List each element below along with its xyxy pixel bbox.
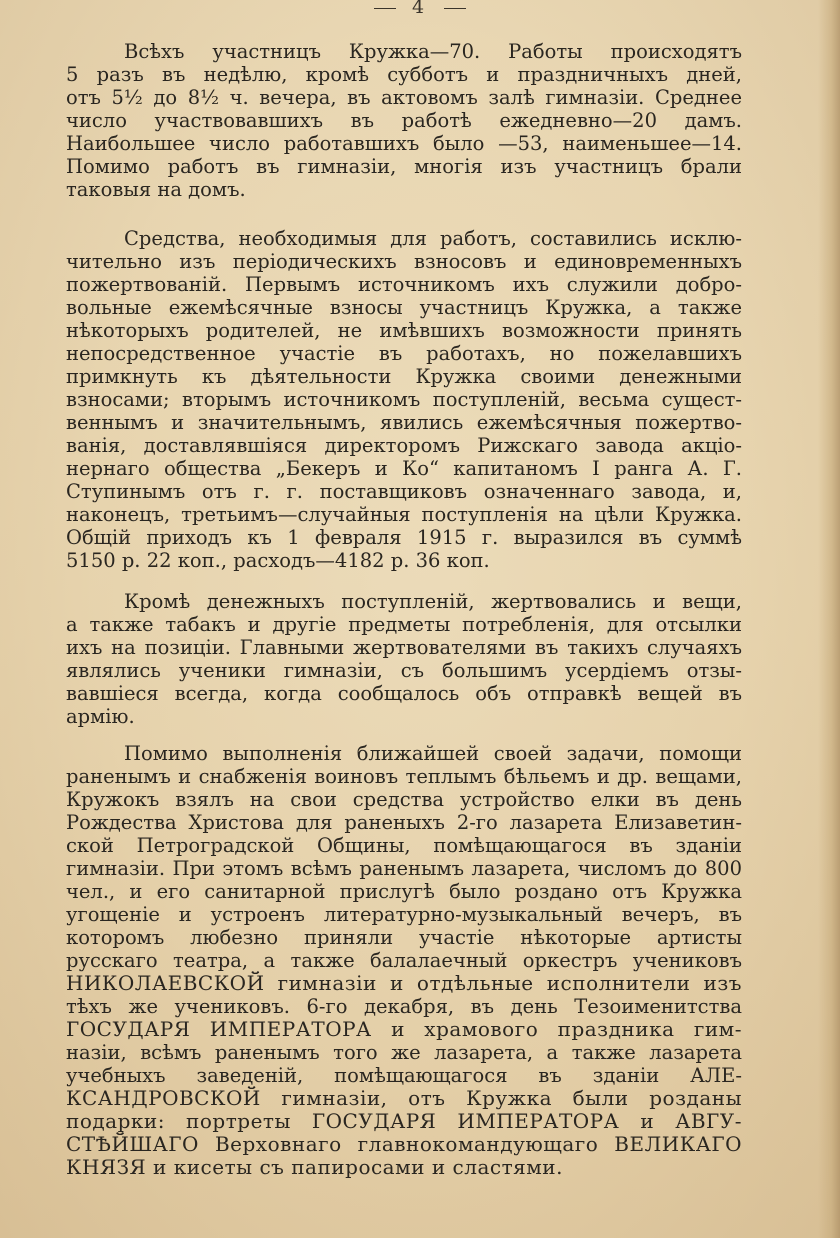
text-line: Наибольшее число работавшихъ было —53, наименьшее—14. bbox=[66, 132, 742, 155]
text-line: СТѢЙШАГО Верховнаго главнокомандующаго ВЕЛИКАГО bbox=[66, 1132, 742, 1156]
paragraph-1 bbox=[66, 40, 742, 201]
text-line: ванія, доставлявшіяся директоромъ Рижскаго завода акціо- bbox=[66, 434, 742, 457]
right-dash bbox=[444, 8, 466, 9]
text-line: раненымъ и снабженія воиновъ теплымъ бѣльемъ и др. вещами, bbox=[66, 765, 742, 788]
text-line: Ступинымъ отъ г. г. поставщиковъ означеннаго завода, и, bbox=[66, 480, 742, 503]
text-line: нѣкоторыхъ родителей, не имѣвшихъ возможности принять bbox=[66, 319, 742, 342]
text-line: русскаго театра, а также балалаечный оркестръ учениковъ bbox=[66, 949, 742, 972]
text-line: Рождества Христова для раненыхъ 2-го лазарета Елизаветин- bbox=[66, 811, 742, 834]
paragraph-2 bbox=[66, 227, 742, 572]
text-line: являлись ученики гимназіи, съ большимъ усердіемъ отзы- bbox=[66, 659, 742, 682]
text-line: Кромѣ денежныхъ поступленій, жертвовались и вещи, bbox=[124, 590, 742, 613]
text-line: Средства, необходимыя для работъ, составились исклю- bbox=[124, 227, 742, 250]
text-line: учебныхъ заведеній, помѣщающагося въ зданіи АЛЕ- bbox=[66, 1064, 742, 1087]
text-line: Всѣхъ участницъ Кружка—70. Работы происходятъ bbox=[124, 40, 742, 63]
text-line: наконецъ, третьимъ—случайныя поступленія на цѣли Кружка. bbox=[66, 503, 742, 526]
paragraph-3 bbox=[66, 590, 742, 728]
text-line: пожертвованій. Первымъ источникомъ ихъ служили добро- bbox=[66, 273, 742, 296]
text-line: таковыя на домъ. bbox=[66, 178, 246, 201]
text-line: нернаго общества „Бекеръ и Ко“ капитаномъ I ранга А. Г. bbox=[66, 457, 742, 480]
text-line: 5 разъ въ недѣлю, кромѣ субботъ и праздничныхъ дней, bbox=[66, 63, 742, 86]
text-line: вольные ежемѣсячные взносы участницъ Кружка, а также bbox=[66, 296, 742, 319]
page-edge-shadow bbox=[818, 0, 840, 1238]
text-line: ской Петроградской Общины, помѣщающагося въ зданіи bbox=[66, 834, 742, 857]
text-line: отъ 5½ до 8½ ч. вечера, въ актовомъ залѣ гимназіи. Среднее bbox=[66, 86, 742, 109]
text-line: угощеніе и устроенъ литературно-музыкальный вечеръ, въ bbox=[66, 903, 742, 926]
text-line: чительно изъ періодическихъ взносовъ и единовременныхъ bbox=[66, 250, 742, 273]
text-line: КСАНДРОВСКОЙ гимназіи, отъ Кружка были розданы bbox=[66, 1086, 742, 1110]
text-line: веннымъ и значительнымъ, явились ежемѣсячныя пожертво- bbox=[66, 411, 742, 434]
text-line: 5150 р. 22 коп., расходъ—4182 р. 36 коп. bbox=[66, 549, 490, 572]
text-line: ГОСУДАРЯ ИМПЕРАТОРА и храмового праздника гим- bbox=[66, 1017, 742, 1041]
text-line: чел., и его санитарной прислугѣ было роздано отъ Кружка bbox=[66, 880, 742, 903]
text-line: назіи, всѣмъ раненымъ того же лазарета, а также лазарета bbox=[66, 1041, 742, 1064]
page-number: 4 bbox=[411, 0, 429, 18]
text-line: Общій приходъ къ 1 февраля 1915 г. выразился въ суммѣ bbox=[66, 526, 742, 549]
text-line: примкнуть къ дѣятельности Кружка своими денежными bbox=[66, 365, 742, 388]
text-line: КНЯЗЯ и кисеты съ папиросами и сластями. bbox=[66, 1155, 563, 1179]
paragraph-4 bbox=[66, 742, 742, 1179]
text-line: армію. bbox=[66, 705, 135, 728]
text-line: а также табакъ и другіе предметы потребленія, для отсылки bbox=[66, 613, 742, 636]
text-line: непосредственное участіе въ работахъ, но пожелавшихъ bbox=[66, 342, 742, 365]
text-line: подарки: портреты ГОСУДАРЯ ИМПЕРАТОРА и АВГУ- bbox=[66, 1109, 742, 1133]
text-line: которомъ любезно приняли участіе нѣкоторые артисты bbox=[66, 926, 742, 949]
text-line: вавшіеся всегда, когда сообщалось объ отправкѣ вещей въ bbox=[66, 682, 742, 705]
text-line: Кружокъ взялъ на свои средства устройство елки въ день bbox=[66, 788, 742, 811]
text-line: НИКОЛАЕВСКОЙ гимназіи и отдѣльные исполнители изъ bbox=[66, 971, 742, 995]
left-dash bbox=[374, 8, 396, 9]
text-line: тѣхъ же учениковъ. 6-го декабря, въ день Тезоименитства bbox=[66, 995, 742, 1018]
text-line: Помимо работъ въ гимназіи, многія изъ участницъ брали bbox=[66, 155, 742, 178]
page-number-header bbox=[0, 0, 840, 18]
text-line: взносами; вторымъ источникомъ поступленій, весьма сущест- bbox=[66, 388, 742, 411]
text-line: ихъ на позиціи. Главными жертвователями въ такихъ случаяхъ bbox=[66, 636, 742, 659]
text-line: Помимо выполненія ближайшей своей задачи, помощи bbox=[124, 742, 742, 765]
text-line: гимназіи. При этомъ всѣмъ раненымъ лазарета, числомъ до 800 bbox=[66, 857, 742, 880]
text-line: число участвовавшихъ въ работѣ ежедневно—20 дамъ. bbox=[66, 109, 742, 132]
